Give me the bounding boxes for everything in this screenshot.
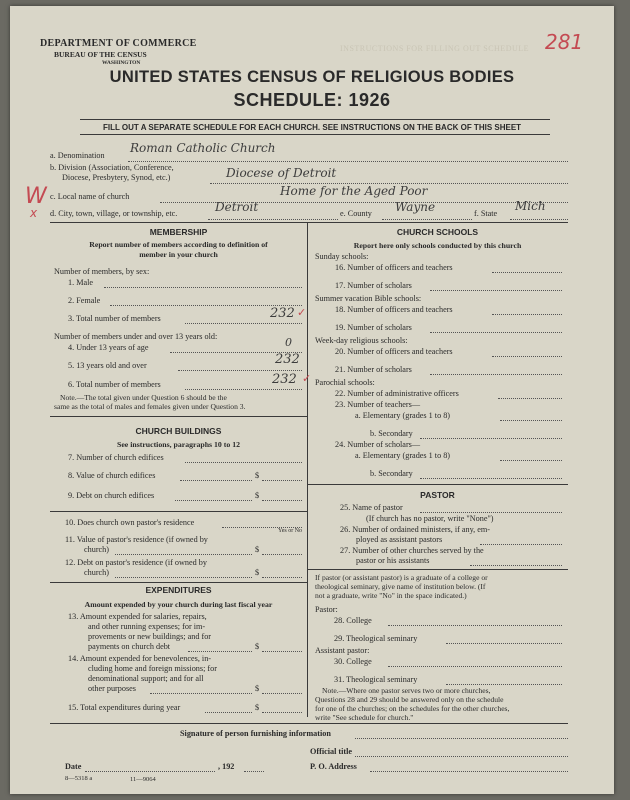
q15-line <box>205 712 252 713</box>
q12-line <box>115 577 252 578</box>
date-label: Date <box>65 762 82 771</box>
q13-line1: 13. Amount expended for salaries, repairs, <box>68 612 207 621</box>
q23b-line <box>420 438 562 439</box>
section-divider <box>50 582 307 583</box>
section-divider <box>307 484 568 485</box>
pastor-note-2: Questions 28 and 29 should be answered only on the schedule <box>315 695 504 704</box>
buildings-sub: See instructions, paragraphs 10 to 12 <box>116 440 241 449</box>
dollar-sign: $ <box>255 545 260 554</box>
membership-sub: Report number of members according to definition of <box>89 240 268 249</box>
q6-line <box>185 389 302 390</box>
q24b: b. Secondary <box>370 469 413 478</box>
local-name-value: Home for the Aged Poor <box>280 184 428 198</box>
grid-bottom <box>50 723 568 724</box>
q21-line <box>430 374 562 375</box>
q10-residence: 10. Does church own pastor's residence <box>65 518 195 527</box>
county-label: e. County <box>340 209 372 218</box>
q24a: a. Elementary (grades 1 to 8) <box>355 451 451 460</box>
section-divider <box>307 569 568 570</box>
buildings-title: CHURCH BUILDINGS <box>135 426 222 436</box>
official-title-line <box>355 756 568 757</box>
local-name-label: c. Local name of church <box>50 192 130 201</box>
signature-line <box>355 738 568 739</box>
q31-line <box>446 684 562 685</box>
q20-line <box>492 356 562 357</box>
q25: 25. Name of pastor <box>340 503 403 512</box>
q9-amount-line <box>262 500 302 501</box>
expenditures-sub: Amount expended by your church during last fiscal year <box>84 600 273 609</box>
dollar-sign: $ <box>255 471 260 480</box>
q26-2: ployed as assistant pastors <box>356 535 443 544</box>
membership-note: Note.—The total given under Question 6 should be the <box>60 393 227 402</box>
dollar-sign: $ <box>255 568 260 577</box>
pastor-subhead: Pastor: <box>315 605 338 614</box>
state-value: Mich <box>515 199 546 213</box>
fill-instructions: FILL OUT A SEPARATE SCHEDULE FOR EACH CHURCH. SEE INSTRUCTIONS ON THE BACK OF THIS SHEET <box>102 123 522 132</box>
q24b-line <box>420 478 562 479</box>
q14-line <box>150 693 252 694</box>
expenditures-title: EXPENDITURES <box>145 585 212 595</box>
signature-label: Signature of person furnishing information <box>180 729 331 738</box>
q11-value-2: church) <box>84 545 110 554</box>
grad-instr: If pastor (or assistant pastor) is a graduate of a college or <box>315 573 488 582</box>
q5-over-13: 5. 13 years old and over <box>68 361 147 370</box>
bureau-label: BUREAU OF THE CENSUS <box>54 50 147 59</box>
membership-title: MEMBERSHIP <box>149 227 208 237</box>
weekday-label: Week-day religious schools: <box>315 336 408 345</box>
q28: 28. College <box>334 616 372 625</box>
q14-line3: denominational support; and for all <box>88 674 204 683</box>
red-check: ✓ <box>297 306 307 319</box>
q3-value: 232 <box>270 306 295 321</box>
q25-note: (If church has no pastor, write "None") <box>366 514 494 523</box>
q7-edifices: 7. Number of church edifices <box>68 453 164 462</box>
q11-value: 11. Value of pastor's residence (if owned by <box>65 535 208 544</box>
q3-line <box>185 323 302 324</box>
q13-line2: and other running expenses; for im- <box>88 622 206 631</box>
membership-note-2: same as the total of males and females given under Question 3. <box>54 402 246 411</box>
form-title: UNITED STATES CENSUS OF RELIGIOUS BODIES <box>109 68 515 86</box>
form-subtitle: SCHEDULE: 1926 <box>233 90 391 110</box>
q27-2: pastor or his assistants <box>356 556 430 565</box>
q11-amount-line <box>262 554 302 555</box>
q30: 30. College <box>334 657 372 666</box>
q19-line <box>430 332 562 333</box>
section-divider <box>50 416 307 417</box>
q18-line <box>492 314 562 315</box>
dollar-sign: $ <box>255 642 260 651</box>
by-sex-label: Number of members, by sex: <box>54 267 150 276</box>
pastor-title: PASTOR <box>420 490 455 500</box>
denomination-label: a. Denomination <box>50 151 105 160</box>
print-code: 11—9064 <box>130 776 156 783</box>
q19: 19. Number of scholars <box>335 323 412 332</box>
q7-line <box>185 462 302 463</box>
dollar-sign: $ <box>255 684 260 693</box>
year-line <box>244 771 264 772</box>
q16-line <box>492 272 562 273</box>
red-margin-mark-2: x <box>30 206 38 220</box>
sunday-label: Sunday schools: <box>315 252 369 261</box>
q29: 29. Theological seminary <box>334 634 418 643</box>
q8-line <box>180 480 252 481</box>
pastor-note-4: write "See schedule for church." <box>315 713 414 722</box>
red-file-number: 281 <box>545 30 584 54</box>
q4-under-13: 4. Under 13 years of age <box>68 343 149 352</box>
divider <box>80 134 550 135</box>
red-check: ✓ <box>302 372 312 385</box>
q8-value: 8. Value of church edifices <box>68 471 156 480</box>
q11-line <box>115 554 252 555</box>
q23: 23. Number of teachers— <box>335 400 421 409</box>
division-label-2: Diocese, Presbytery, Synod, etc.) <box>62 173 171 182</box>
q9-line <box>175 500 252 501</box>
state-label: f. State <box>474 209 498 218</box>
q23a: a. Elementary (grades 1 to 8) <box>355 411 451 420</box>
q12-amount-line <box>262 577 302 578</box>
section-divider <box>50 511 307 512</box>
q6-total: 6. Total number of members <box>68 380 161 389</box>
po-address-label: P. O. Address <box>310 762 357 771</box>
q15-total: 15. Total expenditures during year <box>68 703 181 712</box>
dollar-sign: $ <box>255 491 260 500</box>
denomination-line <box>128 161 568 162</box>
parochial-label: Parochial schools: <box>315 378 375 387</box>
q20: 20. Number of officers and teachers <box>335 347 453 356</box>
q31: 31. Theological seminary <box>334 675 418 684</box>
pastor-note-3: for one of the churches; on the schedules for the other churches, <box>315 704 510 713</box>
q18: 18. Number of officers and teachers <box>335 305 453 314</box>
red-margin-mark: W <box>25 184 47 209</box>
county-value: Wayne <box>395 200 436 214</box>
year-label: , 192 <box>218 762 235 771</box>
q23b: b. Secondary <box>370 429 413 438</box>
county-line <box>382 219 472 220</box>
q26-line <box>480 544 562 545</box>
pastor-note: Note.—Where one pastor serves two or more churches, <box>322 686 491 695</box>
q13-line <box>188 651 252 652</box>
denomination-value: Roman Catholic Church <box>130 141 276 155</box>
age-label: Number of members under and over 13 years old: <box>54 332 218 341</box>
divider <box>80 119 550 120</box>
q24: 24. Number of scholars— <box>335 440 421 449</box>
grad-instr-2: theological seminary, give name of institution below. (If <box>315 582 486 591</box>
q13-line4: payments on church debt <box>88 642 171 651</box>
department-label: DEPARTMENT OF COMMERCE <box>40 38 197 49</box>
q4-value: 0 <box>285 336 292 349</box>
washington-label: WASHINGTON <box>102 60 141 66</box>
q13-line3: provements or new buildings; and for <box>88 632 212 641</box>
q15-amount-line <box>262 712 302 713</box>
city-label: d. City, town, village, or township, etc. <box>50 209 178 218</box>
q25-line <box>420 512 562 513</box>
bleed-through-text: INSTRUCTIONS FOR FILLING OUT SCHEDULE <box>340 44 530 53</box>
q5-line <box>178 370 302 371</box>
q3-total: 3. Total number of members <box>68 314 161 323</box>
q22-line <box>498 398 562 399</box>
membership-sub-2: member in your church <box>139 250 218 259</box>
schools-title: CHURCH SCHOOLS <box>396 227 479 237</box>
q13-amount-line <box>262 651 302 652</box>
q8-amount-line <box>262 480 302 481</box>
schools-sub: Report here only schools conducted by this church <box>353 241 522 250</box>
dollar-sign: $ <box>255 703 260 712</box>
q5-value: 232 <box>275 352 300 367</box>
q27: 27. Number of other churches served by the <box>340 546 484 555</box>
q23a-line <box>500 420 562 421</box>
form-code: 8—5318 a <box>65 775 93 782</box>
q29-line <box>446 643 562 644</box>
grad-instr-3: not a graduate, write "No" in the space indicated.) <box>315 591 467 600</box>
q2-female: 2. Female <box>68 296 101 305</box>
census-schedule-sheet <box>10 6 614 794</box>
q12-debt: 12. Debt on pastor's residence (if owned by <box>65 558 207 567</box>
city-line <box>208 219 338 220</box>
q16: 16. Number of officers and teachers <box>335 263 453 272</box>
q14-line4: other purposes <box>88 684 136 693</box>
date-line <box>85 771 215 772</box>
division-value: Diocese of Detroit <box>226 166 337 180</box>
q22: 22. Number of administrative officers <box>335 389 459 398</box>
grid-center <box>307 222 308 717</box>
division-label: b. Division (Association, Conference, <box>50 163 174 172</box>
q28-line <box>388 625 562 626</box>
q14-amount-line <box>262 693 302 694</box>
city-value: Detroit <box>215 200 259 214</box>
q21: 21. Number of scholars <box>335 365 412 374</box>
state-line <box>510 219 568 220</box>
yes-no-hint: Yes or No <box>278 528 303 534</box>
q24a-line <box>500 460 562 461</box>
summer-label: Summer vacation Bible schools: <box>315 294 422 303</box>
q17: 17. Number of scholars <box>335 281 412 290</box>
q30-line <box>388 666 562 667</box>
q1-male: 1. Male <box>68 278 94 287</box>
q17-line <box>430 290 562 291</box>
asst-subhead: Assistant pastor: <box>315 646 370 655</box>
q6-value: 232 <box>272 372 297 387</box>
q12-debt-2: church) <box>84 568 110 577</box>
po-address-line <box>370 771 568 772</box>
grid-top <box>50 222 568 223</box>
q26: 26. Number of ordained ministers, if any, em- <box>340 525 490 534</box>
q1-line <box>104 287 302 288</box>
q14-line1: 14. Amount expended for benevolences, in- <box>68 654 212 663</box>
official-title-label: Official title <box>310 747 353 756</box>
q27-line <box>470 565 562 566</box>
q14-line2: cluding home and foreign missions; for <box>88 664 217 673</box>
q9-debt: 9. Debt on church edifices <box>68 491 155 500</box>
